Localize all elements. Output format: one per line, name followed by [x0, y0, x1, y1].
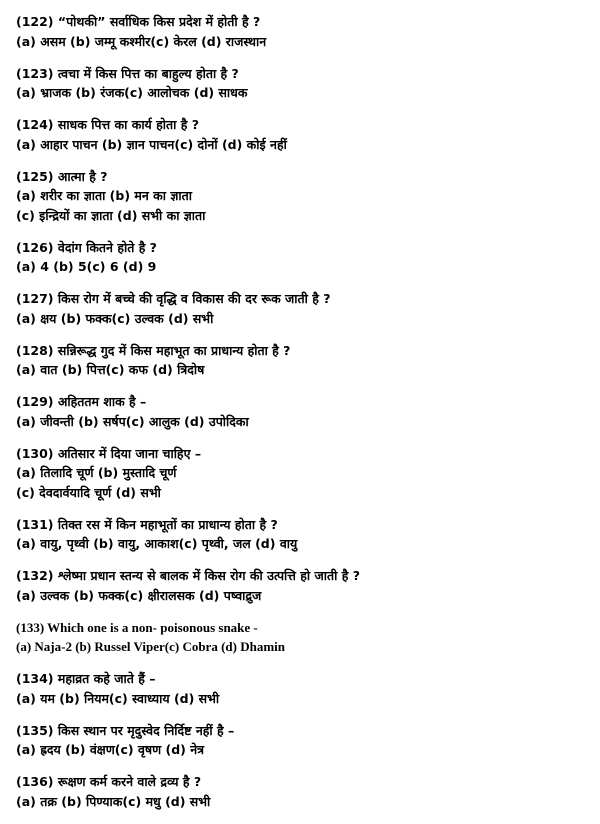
question-block: [16, 669, 588, 708]
question-text: (126) वेदांग कितने होते है ?: [16, 239, 157, 255]
question-block: [16, 515, 588, 554]
answer-options: (a) वायु, पृथ्वी (b) वायु, आकाश(c) पृथ्वी, जल (d) वायु: [16, 536, 298, 551]
question-block: [16, 721, 588, 760]
question-text: (123) त्वचा में किस पित्त का बाहुल्य होता है ?: [16, 65, 239, 81]
answer-options: (a) आहार पाचन (b) ज्ञान पाचन(c) दोनों (d) कोई नहीं: [16, 136, 287, 152]
answer-options: (a) वात (b) पित्त(c) कफ (d) त्रिदोष: [16, 362, 205, 377]
answer-options: (a) तिलादि चूर्ण (b) मुस्तादि चूर्ण: [16, 465, 177, 480]
question-text: (125) आत्मा है ?: [16, 168, 108, 184]
question-block: [16, 12, 588, 51]
answer-options: (c) देवदार्वयादि चूर्ण (d) सभी: [16, 484, 161, 500]
question-block: [16, 115, 588, 154]
question-text: (129) अहिततम शाक है –: [16, 394, 147, 409]
question-text: (131) तिक्त रस में किन महाभूतों का प्राधान्य होता है ?: [16, 516, 278, 532]
question-text: (133) Which one is a non- poisonous snake -: [16, 619, 258, 635]
question-text: (122) “पोथकी” सर्वाधिक किस प्रदेश में होती है ?: [16, 14, 261, 29]
question-block: [16, 341, 588, 380]
question-block: [16, 167, 588, 226]
question-block: [16, 64, 588, 103]
answer-options: (a) ह्रदय (b) वंक्षण(c) वृषण (d) नेत्र: [16, 742, 205, 757]
question-text: (130) अतिसार में दिया जाना चाहिए –: [16, 445, 202, 461]
answer-options: (a) असम (b) जम्मू कश्मीर(c) केरल (d) राजस्थान: [16, 33, 267, 49]
answer-options: (a) भ्राजक (b) रंजक(c) आलोचक (d) साधक: [16, 85, 248, 100]
answer-options: (a) शरीर का ज्ञाता (b) मन का ज्ञाता: [16, 188, 192, 203]
question-text: (128) सन्निरूद्ध गुद में किस महाभूत का प्राधान्य होता है ?: [16, 342, 291, 358]
question-text: (136) रूक्षण कर्म करने वाले द्रव्य है ?: [16, 774, 202, 789]
question-text: (124) साधक पित्त का कार्य होता है ?: [16, 117, 199, 132]
question-text: (127) किस रोग में बच्चे की वृद्धि व विकास की दर रूक जाती है ?: [16, 291, 331, 306]
question-text: (135) किस स्थान पर मृदुस्वेद निर्दिष्ट नहीं है –: [16, 722, 235, 738]
answer-options: (a) उल्वक (b) फक्क(c) क्षीरालसक (d) पष्वाद्रुज: [16, 587, 262, 603]
question-block: [16, 618, 588, 657]
answer-options: (a) तक्र (b) पिण्याक(c) मधु (d) सभी: [16, 793, 211, 809]
question-block: [16, 289, 588, 328]
question-block: [16, 772, 588, 811]
answer-options: (a) यम (b) नियम(c) स्वाध्याय (d) सभी: [16, 690, 220, 706]
question-text: (134) महाव्रत कहे जाते हैं –: [16, 671, 156, 686]
answer-options: (a) क्षय (b) फक्क(c) उल्वक (d) सभी: [16, 310, 214, 326]
question-block: [16, 444, 588, 503]
question-block: [16, 566, 588, 605]
question-block: [16, 392, 588, 431]
answer-options: (a) 4 (b) 5(c) 6 (d) 9: [16, 259, 157, 274]
answer-options: (a) Naja-2 (b) Russel Viper(c) Cobra (d) Dhamin: [16, 639, 286, 654]
question-text: (132) श्लेष्मा प्रधान स्तन्य से बालक में किस रोग की उत्पत्ति हो जाती है ?: [16, 568, 360, 583]
question-block: [16, 238, 588, 277]
question-list: [16, 12, 588, 824]
answer-options: (a) जीवन्ती (b) सर्षप(c) आलुक (d) उपोदिका: [16, 413, 249, 429]
answer-options: (c) इन्द्रियों का ज्ञाता (d) सभी का ज्ञाता: [16, 207, 206, 223]
